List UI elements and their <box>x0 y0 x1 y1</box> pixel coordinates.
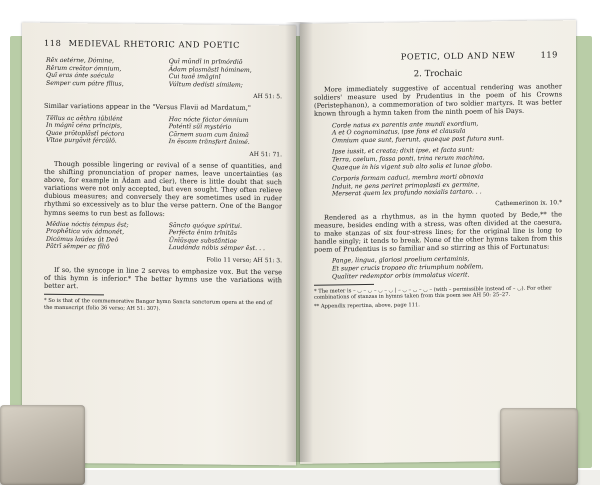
verse-line: Poténtī sūī mystério <box>168 123 232 131</box>
verse-line: Ūnīūsque substā́ntiae <box>168 236 237 245</box>
verse-line: Prophḗtica vóx ádmonét, <box>46 228 125 236</box>
left-verse-1 <box>46 57 282 90</box>
right-verse-2 <box>332 146 562 172</box>
verse-line: Dicámus laúdes ūt Deō <box>46 235 119 244</box>
verse-line: Rēx aetérne, Dómine, <box>46 56 114 65</box>
verse-line: Laudánda nóbis sémper ēst. . . <box>168 244 265 253</box>
footnote-rule <box>314 284 374 286</box>
verse-line: Merserat quem lex profundo noxialis tartaro. . . <box>332 188 482 198</box>
right-paragraph-1: More immediately suggestive of accentual rendering was another soldiers' measure used by Prudentius in the poem of his Crowns (Peristephanon), a commemoration of two soldier martyrs. It was better known through a hymn taken from the ninth poem of his Days. <box>314 82 562 119</box>
verse-line: Rērum creātor ómnium, <box>46 64 122 73</box>
left-page-weight <box>0 405 85 485</box>
left-verse-2-col-2 <box>169 116 282 148</box>
verse-line: In mágnī céna prīncipis, <box>46 121 123 130</box>
verse-line: Semper cum pátre fīlius, <box>46 79 124 88</box>
verse-line: Corporis formam caduci, membra morti obnoxia <box>332 173 484 183</box>
verse-line: Sāncto quóque spíritui. <box>168 221 243 230</box>
verse-line: Pātrī sēmper ac fīliō <box>46 243 110 251</box>
verse-line: Ipse iussit, et creata; dixit ipse, et facta sunt: <box>332 146 475 156</box>
verse-line: Corde natus ex parentis ante mundi exordium, <box>332 119 479 130</box>
right-page-weight <box>500 408 578 485</box>
verse-line: Vītae purgāvit fércūlō. <box>46 137 117 145</box>
left-verse-1-col-2 <box>169 58 282 90</box>
verse-line: Terra, caelum, fossa ponti, trina rerum machina, <box>332 154 485 164</box>
right-page-content <box>314 50 562 312</box>
left-verse-2 <box>46 114 282 147</box>
left-footnote: * So is that of the commemorative Bangor hymn Sancta sanctorum opera at the end of the manuscript (folio 36 verso; AH 51: 307). <box>44 298 273 312</box>
left-verse-1-col-1 <box>46 57 159 89</box>
left-page-content <box>44 39 282 315</box>
right-footnote-1: * The meter is – ◡ – ◡ – ◡ – ◡ | – ◡ – ◡ – ◡ – (with – permissible instead of – ◡). For other combinations of stanzas in hymns taken from this poem see AH 50: 25–27. <box>314 285 552 302</box>
verse-line: Quae prōtoplā̄stī péctora <box>46 129 125 138</box>
verse-line: Omnium quae sunt, fuerunt, quaeque post futura sunt. <box>332 134 504 145</box>
verse-line: Induit, ne gens periret primoplasti ex germine, <box>332 181 480 191</box>
verse-line: Ādam plasmāstī hóminem, <box>168 65 252 74</box>
verse-line: Perfécta ēnim trīnitās <box>168 229 237 238</box>
left-running-head <box>44 39 282 50</box>
verse-line: Tēllus ac aēthra iūbilént <box>46 114 123 123</box>
footnote-rule <box>44 294 104 296</box>
verse-line: Hac nócte fáctor ómnium <box>168 115 249 124</box>
verse-line: Pange, lingua, gloriosi proelium certaminis, <box>332 255 470 265</box>
right-verse-3 <box>332 172 562 198</box>
right-running-head <box>314 50 562 62</box>
verse-line: Cui tuaē imāginī <box>168 73 221 81</box>
right-page <box>300 20 576 464</box>
verse-line: Quī eras ánte saécula <box>46 72 114 80</box>
section-title: 2. Trochaic <box>413 68 463 80</box>
left-page <box>22 23 296 466</box>
right-running-title: POETIC, OLD AND NEW <box>400 49 516 62</box>
left-verse-3-col-2 <box>169 222 282 254</box>
right-verse-1 <box>332 119 562 145</box>
verse-line: Qualiter redemptor orbis immolatus vicerit. <box>332 271 470 281</box>
right-paragraph-2: Rendered as a rhythmus, as in the hymn quoted by Bede,** the measure, besides ending with a stress, was often divided at the caesura, to make stanzas of six four-stress lines; for the original line is long to handle singly; it tends to break. None of the other hymns taken from this poem of Prudentius is so familiar and so stirring as this of Fortunatus: <box>314 210 562 255</box>
verse-line: In ēscam trānsfert ā́nimé. <box>168 138 250 147</box>
left-verse-2-col-1 <box>46 114 159 146</box>
right-verse-4 <box>332 255 562 281</box>
left-verse-3 <box>46 220 282 253</box>
verse-line: Quī mūndī in prīmórdiō <box>168 58 243 66</box>
right-verse-ref: Cathemerinon ix. 10.* <box>495 199 562 208</box>
left-verse-3-col-1 <box>46 220 159 252</box>
verse-line: Vúltum dedísti símilem; <box>168 80 243 89</box>
verse-line: A et O cognominatus, ipse fons et clausula <box>332 127 466 137</box>
right-footnote-2: ** Appendix repertina, above, page 111. <box>314 302 420 310</box>
verse-line: Quaeque in his vigent sub alto solis et lunae globo. <box>332 161 493 172</box>
left-paragraph-3: If so, the syncope in line 2 serves to emphasize vox. But the verse of this hymn is inferior.* The better hymns use the variations with better art. <box>44 265 282 291</box>
verse-line: Et super crucis tropaeo dic triumphum nobilem, <box>332 263 484 273</box>
verse-line: Mēdiae nóctis témpus ēst; <box>46 220 129 229</box>
book-gutter <box>285 22 313 462</box>
left-verse-2-ref: AH 51: 71. <box>249 150 282 159</box>
right-page-number: 119 <box>540 49 558 60</box>
left-verse-1-ref: AH 51: 5. <box>253 93 282 101</box>
left-paragraph-2: Though possible lingering or revival of a sense of quantities, and the shifting pronunciation of proper names, leave uncertainties (as above, for example in Ādam and cĭer), there is little doubt that such variations were not only accepted, but even sought. They often relieve dubious measures; and conversely they are sometimes used in ruder rhythmi so excessively as to blur the verse pattern. One of the Bangor hymns seems to run best as follows: <box>44 159 282 218</box>
left-verse-3-ref: Folio 11 verso; AH 51: 3. <box>206 256 282 265</box>
verse-line: Cārnem suam cum ā́nimā <box>168 130 249 139</box>
left-paragraph-1: Similar variations appear in the "Versus Flavii ad Mardatum," <box>44 102 251 113</box>
left-running-title: MEDIEVAL RHETORIC AND POETIC <box>68 38 241 50</box>
left-page-number: 118 <box>44 37 62 48</box>
